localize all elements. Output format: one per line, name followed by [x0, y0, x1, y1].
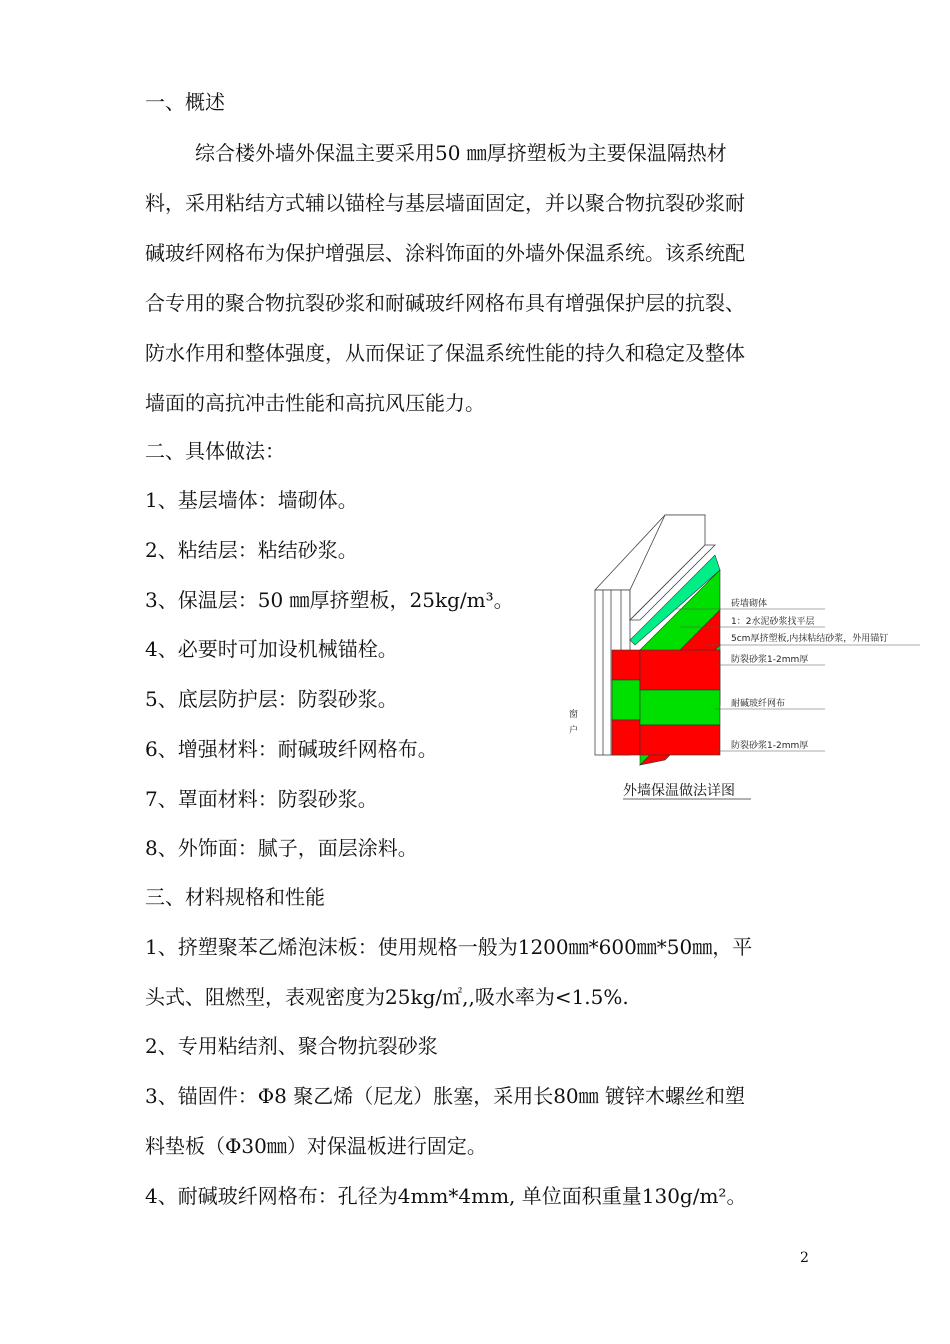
page-number: 2 [800, 1250, 809, 1266]
insulation-block [612, 680, 640, 720]
paragraph-line: 综合楼外墙外保温主要采用50 ㎜厚挤塑板为主要保温隔热材 [195, 141, 727, 165]
overview-paragraph [145, 141, 825, 441]
method-item: 4、必要时可加设机械锚栓。 [145, 637, 398, 661]
method-item: 1、基层墙体：墙砌体。 [145, 488, 358, 512]
method-item: 3、保温层：50 ㎜厚挤塑板，25kg/m³。 [145, 588, 514, 612]
section-1-title: 一、概述 [145, 90, 225, 114]
layer-label: 防裂砂浆1-2mm厚 [731, 655, 809, 665]
layer-label: 5cm厚挤塑板,内抹粘结砂浆，外用锚钉 [731, 634, 889, 644]
spec-line: 4、耐碱玻纤网格布：孔径为4mm*4mm, 单位面积重量130g/m²。 [145, 1184, 747, 1208]
layer-label: 防裂砂浆1-2mm厚 [731, 741, 809, 751]
paragraph-line: 防水作用和整体强度，从而保证了保温系统性能的持久和稳定及整体 [145, 341, 745, 365]
mortar-block [640, 650, 720, 690]
layer-label: 砖墙砌体 [731, 599, 768, 609]
paragraph-line: 合专用的聚合物抗裂砂浆和耐碱玻纤网格布具有增强保护层的抗裂、 [145, 291, 745, 315]
layer-label: 耐碱玻纤网布 [731, 699, 786, 709]
method-item: 6、增强材料：耐碱玻纤网格布。 [145, 737, 438, 761]
method-item: 2、粘结层：粘结砂浆。 [145, 538, 358, 562]
spec-line: 3、锚固件：Φ8 聚乙烯（尼龙）胀塞，采用长80㎜ 镀锌木螺丝和塑 [145, 1084, 746, 1108]
section-2-title: 二、具体做法： [145, 439, 285, 463]
figure-caption: 外墙保温做法详图 [623, 783, 735, 799]
layer-label: 1：2水泥砂浆找平层 [731, 617, 815, 627]
method-item: 8、外饰面：腻子，面层涂料。 [145, 836, 418, 860]
window-label: 户 [569, 726, 579, 736]
section-3-title: 三、材料规格和性能 [145, 885, 325, 909]
window-label: 窗 [569, 710, 579, 720]
insulation-block [640, 690, 720, 725]
spec-line: 2、专用粘结剂、聚合物抗裂砂浆 [145, 1034, 438, 1058]
spec-line: 头式、阻燃型，表观密度为25kg/㎡,,吸水率为<1.5%. [145, 985, 629, 1009]
method-item: 5、底层防护层：防裂砂浆。 [145, 687, 398, 711]
mortar-block [640, 725, 720, 755]
method-item: 7、罩面材料：防裂砂浆。 [145, 787, 378, 811]
spec-line: 1、挤塑聚苯乙烯泡沫板：使用规格一般为1200㎜*600㎜*50㎜，平 [145, 935, 753, 959]
paragraph-line: 碱玻纤网格布为保护增强层、涂料饰面的外墙外保温系统。该系统配 [145, 241, 745, 265]
spec-line: 料垫板（Φ30㎜）对保温板进行固定。 [145, 1134, 487, 1158]
paragraph-line: 料，采用粘结方式辅以锚栓与基层墙面固定，并以聚合物抗裂砂浆耐 [145, 191, 745, 215]
wall-insulation-diagram [555, 505, 935, 805]
paragraph-line: 墙面的高抗冲击性能和高抗风压能力。 [145, 391, 485, 415]
mortar-block [612, 650, 640, 680]
mortar-block [612, 720, 640, 755]
